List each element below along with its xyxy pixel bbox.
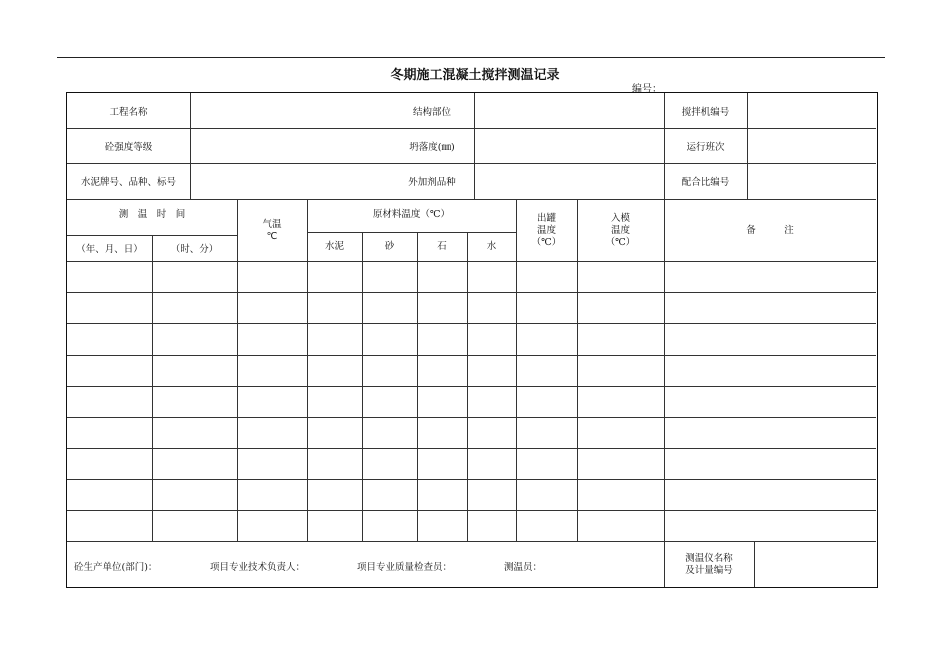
- in-mold-header: 入模: [610, 213, 630, 224]
- out-tank-temp-header: 温度: [536, 225, 556, 236]
- project-name-label: 工程名称: [109, 107, 148, 118]
- mix-ratio-label: 配合比编号: [681, 177, 730, 188]
- out-tank-header: 出罐: [536, 213, 556, 224]
- cement-temp-header: 水泥: [324, 241, 344, 252]
- measure-time-header: 测 温 时 间: [118, 209, 186, 220]
- in-mold-unit: （℃）: [605, 237, 636, 248]
- measurer-label: 测温员：: [504, 562, 543, 573]
- stone-temp-header: 石: [437, 241, 447, 252]
- air-temp-header: 气温: [262, 219, 282, 230]
- serial-number-label: 编号：: [632, 84, 662, 95]
- raw-material-temp-header: 原材料温度（℃）: [372, 209, 451, 220]
- mixer-number-label: 搅拌机编号: [681, 107, 730, 118]
- sand-temp-header: 砂: [384, 241, 395, 252]
- instrument-number-label: 及计量编号: [685, 565, 733, 576]
- admixture-label: 外加剂品种: [408, 177, 456, 188]
- producer-label: 砼生产单位(部门)：: [74, 562, 158, 573]
- structure-part-label: 结构部位: [412, 107, 451, 118]
- top-rule: [57, 57, 885, 58]
- instrument-name-label: 测温仪名称: [685, 553, 733, 564]
- tech-lead-label: 项目专业技术负责人：: [210, 562, 306, 573]
- time-header: （时、分）: [170, 244, 219, 255]
- water-temp-header: 水: [486, 241, 497, 252]
- slump-label: 坍落度(㎜): [409, 142, 455, 153]
- out-tank-unit: （℃）: [531, 237, 562, 248]
- record-form: [66, 92, 878, 588]
- shift-label: 运行班次: [686, 142, 725, 153]
- cement-brand-label: 水泥牌号、品种、标号: [80, 177, 176, 188]
- in-mold-temp-header: 温度: [610, 225, 630, 236]
- date-header: （年、月、日）: [76, 244, 143, 255]
- air-temp-unit: ℃: [266, 231, 278, 242]
- remarks-header: 备 注: [746, 225, 794, 236]
- page-title: 冬期施工混凝土搅拌测温记录: [390, 68, 560, 83]
- concrete-grade-label: 砼强度等级: [104, 142, 153, 153]
- quality-inspector-label: 项目专业质量检查员：: [357, 562, 453, 573]
